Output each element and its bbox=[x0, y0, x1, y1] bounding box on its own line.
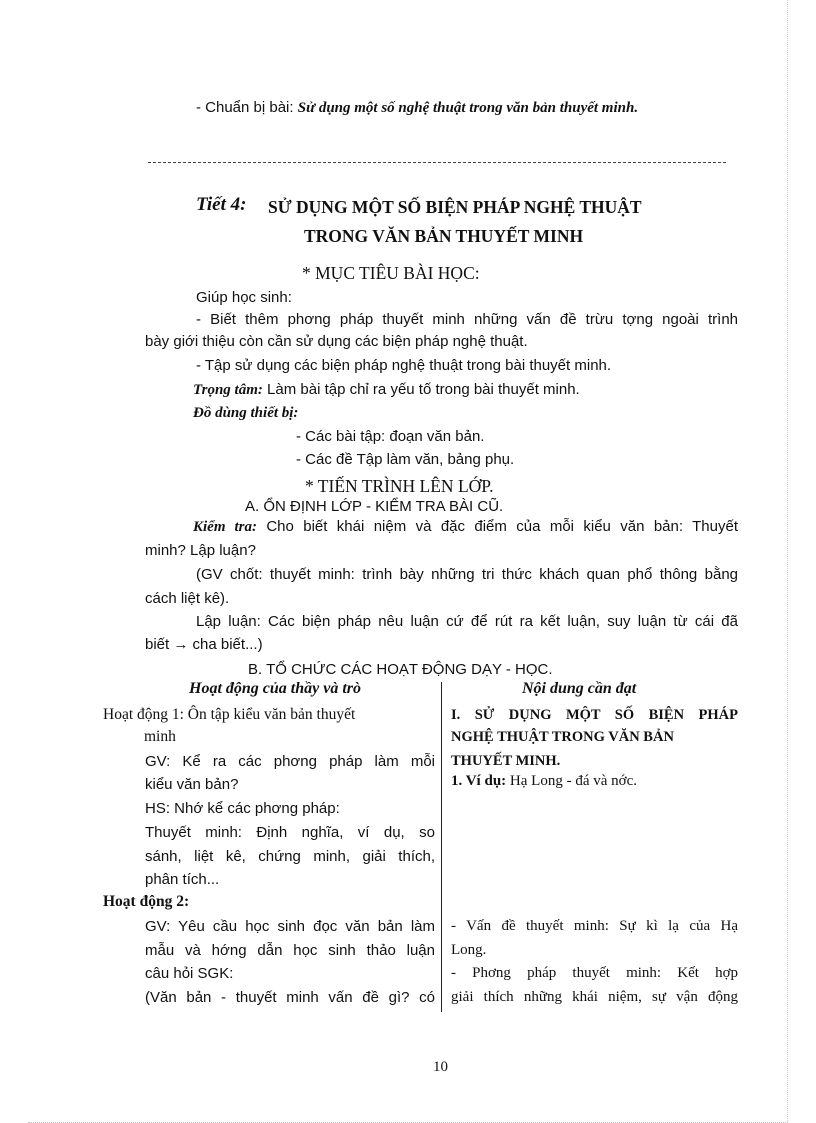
table-right-header: Nội dung cần đạt bbox=[522, 680, 637, 697]
tm-line3: phân tích... bbox=[145, 871, 220, 888]
lapluan-line2 bbox=[145, 636, 263, 653]
equipment-item2: - Các đề Tập làm văn, bảng phụ. bbox=[296, 451, 515, 468]
gv-conclusion-line2: cách liệt kê). bbox=[145, 590, 230, 607]
equipment-label: Đồ dùng thiết bị: bbox=[193, 405, 299, 421]
activity1-label: Hoạt động 1: Ôn tập kiểu văn bản thuyết bbox=[103, 706, 356, 723]
gv2-line1: GV: Yêu cầu học sinh đọc văn bản làm bbox=[145, 918, 435, 935]
vb-line1: (Văn bản - thuyết minh vấn đề gì? có bbox=[145, 989, 435, 1006]
section1-heading-line1: I. SỬ DỤNG MỘT SỐ BIỆN PHÁP bbox=[451, 707, 738, 723]
lapluan-line2-start: biết bbox=[145, 636, 174, 653]
lesson-title-line1: SỬ DỤNG MỘT SỐ BIỆN PHÁP NGHỆ THUẬT bbox=[268, 197, 642, 217]
table-left-header: Hoạt động của thầy và trò bbox=[189, 680, 362, 697]
separator-dashed bbox=[148, 162, 726, 163]
gv2-line2: mẫu và hớng dẫn học sinh thảo luận bbox=[145, 942, 435, 959]
example-line bbox=[451, 773, 637, 790]
method-line2: giải thích những khái niệm, sự vận động bbox=[451, 989, 738, 1005]
section-a-heading: A. ỔN ĐỊNH LỚP - KIỂM TRA BÀI CŨ. bbox=[245, 498, 504, 515]
gv1-line2: kiểu văn bản? bbox=[145, 776, 239, 793]
lapluan-line1: Lập luận: Các biện pháp nêu luận cứ để rút ra kết luận, suy luận từ cái đã bbox=[196, 613, 738, 630]
gv1-line1: GV: Kể ra các phơng pháp làm mỗi bbox=[145, 753, 435, 770]
objective-item1-line2: bày giới thiệu còn cần sử dụng các biện pháp nghệ thuật. bbox=[145, 333, 528, 350]
page-edge-right bbox=[787, 0, 788, 1123]
check-label: Kiểm tra: bbox=[193, 519, 257, 535]
check-line1 bbox=[193, 518, 738, 536]
section-b-heading: B. TỔ CHỨC CÁC HOẠT ĐỘNG DẠY - HỌC. bbox=[248, 661, 553, 678]
example-text: Hạ Long - đá và nớc. bbox=[506, 773, 637, 789]
focus-text: Làm bài tập chỉ ra yếu tố trong bài thuyết minh. bbox=[262, 381, 580, 398]
prep-prefix: - Chuẩn bị bài: bbox=[196, 99, 298, 116]
gv-conclusion-line1: (GV chốt: thuyết minh: trình bày những tri thức khách quan phổ thông bằng bbox=[196, 566, 738, 583]
table-column-divider bbox=[441, 682, 442, 1012]
objectives-intro: Giúp học sinh: bbox=[196, 289, 292, 306]
issue-line2: Long. bbox=[451, 942, 487, 958]
issue-line1: - Vấn đề thuyết minh: Sự kì lạ của Hạ bbox=[451, 918, 738, 934]
check-line2: minh? Lập luận? bbox=[145, 542, 256, 559]
activity2-label: Hoạt động 2: bbox=[103, 893, 190, 910]
example-label: 1. Ví dụ: bbox=[451, 773, 507, 789]
lesson-label: Tiết 4: bbox=[196, 194, 247, 215]
page-number: 10 bbox=[433, 1059, 448, 1075]
focus-label: Trọng tâm: bbox=[193, 382, 263, 398]
lesson-title-line2: TRONG VĂN BẢN THUYẾT MINH bbox=[304, 226, 584, 246]
method-line1: - Phơng pháp thuyết minh: Kết hợp bbox=[451, 965, 738, 981]
section1-heading-line2: NGHỆ THUẬT TRONG VĂN BẢN bbox=[451, 729, 674, 745]
prep-title: Sử dụng một số nghệ thuật trong văn bản thuyết minh. bbox=[297, 100, 639, 116]
arrow-icon: → bbox=[173, 636, 189, 653]
lapluan-line2-end: cha biết...) bbox=[188, 636, 263, 653]
tm-line2: sánh, liệt kê, chứng minh, giải thích, bbox=[145, 848, 435, 865]
objective-item2: - Tập sử dụng các biện pháp nghệ thuật trong bài thuyết minh. bbox=[196, 357, 612, 374]
focus-line bbox=[193, 381, 580, 399]
process-heading: * TIẾN TRÌNH LÊN LỚP. bbox=[305, 476, 494, 496]
prep-line bbox=[196, 99, 638, 117]
activity1-label-cont: minh bbox=[144, 728, 176, 745]
equipment-item1: - Các bài tập: đoạn văn bản. bbox=[296, 428, 485, 445]
check-text: Cho biết khái niệm và đặc điểm của mỗi kiểu văn bản: Thuyết bbox=[256, 518, 738, 535]
objective-item1-line1: - Biết thêm phơng pháp thuyết minh những vấn đề trừu tợng ngoài trình bbox=[196, 311, 738, 328]
gv2-line3: câu hỏi SGK: bbox=[145, 965, 234, 982]
tm-line1: Thuyết minh: Định nghĩa, ví dụ, so bbox=[145, 824, 435, 841]
section1-heading-line3: THUYẾT MINH. bbox=[451, 753, 561, 769]
objectives-heading: * MỤC TIÊU BÀI HỌC: bbox=[302, 263, 480, 283]
hs1-line: HS: Nhớ kể các phơng pháp: bbox=[145, 800, 340, 817]
